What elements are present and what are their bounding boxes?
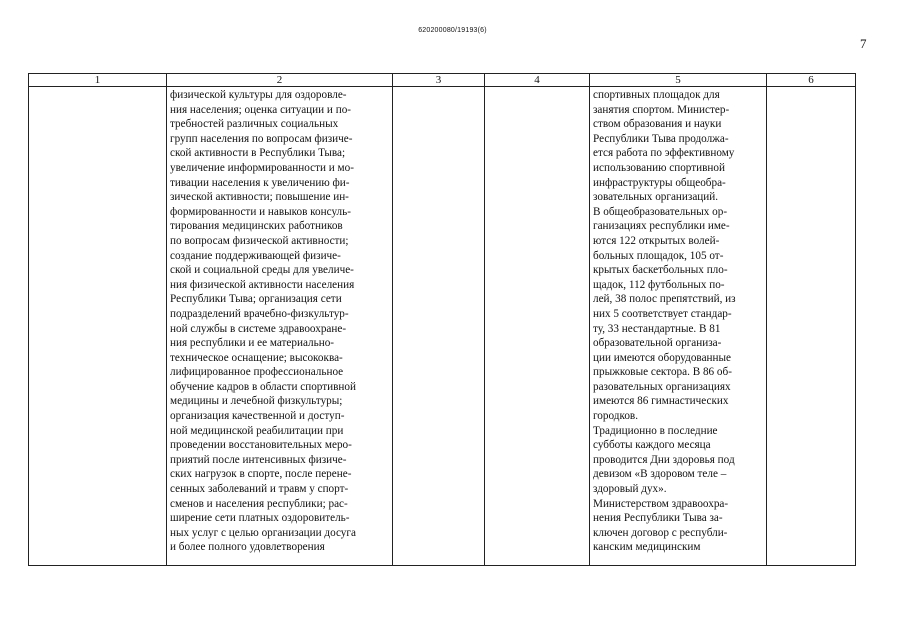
table-row [29, 87, 856, 566]
cell-col-2 [167, 87, 393, 566]
column-header-6: 6 [767, 74, 856, 87]
page-number: 7 [860, 36, 867, 51]
cell-col-5 [590, 87, 767, 566]
cell-col-5-text: спортивных площадок для занятия спортом. Министер- ством образования и науки Республики Тыва продолжа- ется работа по эффективному использованию спортивной инфраструктуры общеобра- зовательных организаций. В общеобразовательных ор- ганизациях республики име- ются 122 открытых волей- больных площадок, 105 от- крытых баскетбольных пло- щадок, 112 футбольных по- лей, 38 полос препятствий, из них 5 соответствует стандар- ту, 33 нестандартные. В 81 образовательной организа- ции имеются оборудованные прыжковые сектора. В 86 об- разовательных организациях имеются 86 гимнастических городков. Традиционно в последние субботы каждого месяца проводится Дни здоровья под девизом «В здоровом теле – здоровый дух». Министерством здравоохра- нения Республики Тыва за- ключен договор с республи- канским медицинским [593, 89, 736, 554]
cell-col-3 [393, 87, 485, 566]
column-header-1: 1 [29, 74, 167, 87]
column-header-2: 2 [167, 74, 393, 87]
cell-col-2-text: физической культуры для оздоровле- ния населения; оценка ситуации и по- требностей различных социальных групп населения по вопросам физиче- ской активности в Республики Тыва; увеличение информированности и мо- тивации населения к увеличению фи- зической активности; повышение ин- формированности и навыков консуль- тирования медицинских работников по вопросам физической активности; создание поддерживающей физиче- ской и социальной среды для увеличе- ния физической активности населения Республики Тыва; организация сети подразделений врачебно-физкультур- ной службы в системе здравоохране- ния республики и ее материально- техническое оснащение; высококва- лифицированное профессиональное обучение кадров в области спортивной медицины и лечебной физкультуры; организация качественной и доступ- ной медицинской реабилитации при проведении восстановительных меро- приятий после интенсивных физиче- ских нагрузок в спорте, после перене- сенных заболеваний и травм у спорт- сменов и населения республики; рас- ширение сети платных оздоровитель- ных услуг с целью организации досуга и более полного удовлетворения [170, 89, 356, 554]
cell-col-6 [767, 87, 856, 566]
document-id: 620200080/19193(6) [418, 27, 487, 34]
document-table [28, 73, 856, 566]
column-header-4: 4 [485, 74, 590, 87]
cell-col-4 [485, 87, 590, 566]
table-header-row [29, 74, 856, 87]
column-header-3: 3 [393, 74, 485, 87]
cell-col-1 [29, 87, 167, 566]
column-header-5: 5 [590, 74, 767, 87]
